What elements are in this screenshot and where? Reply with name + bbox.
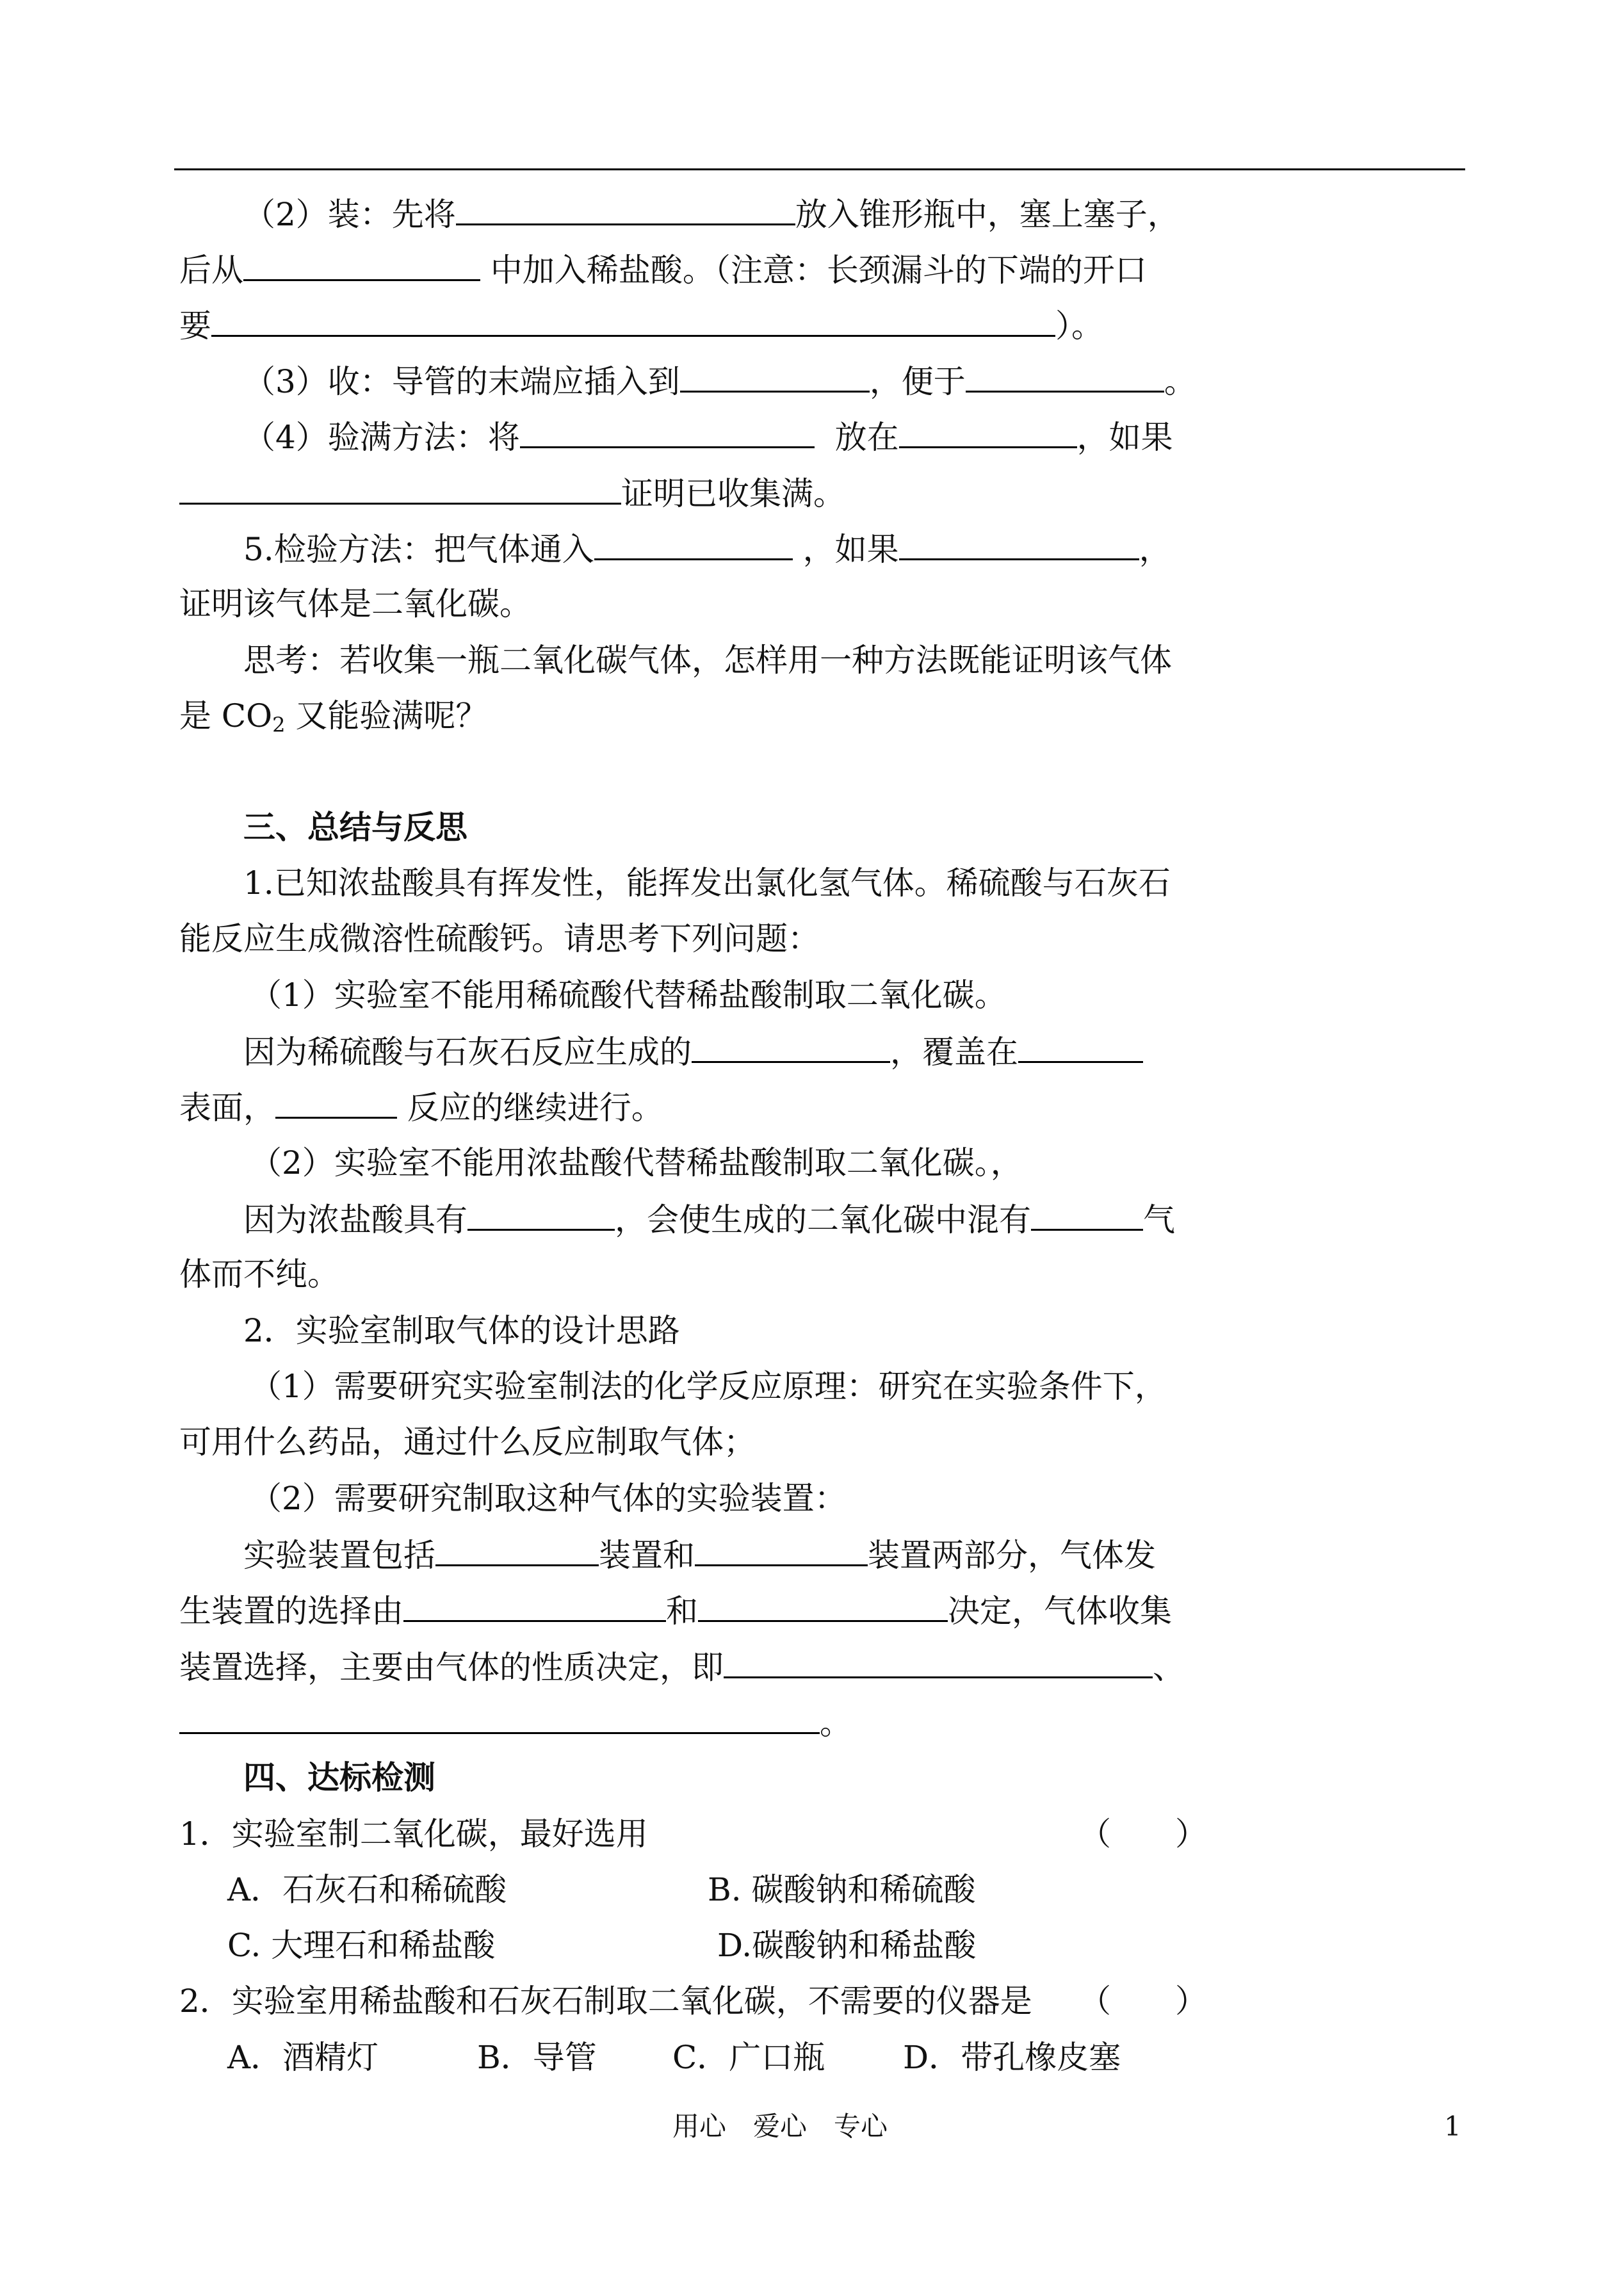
option-line <box>227 1926 495 1965</box>
text-fragment: 、 <box>1153 1649 1185 1686</box>
text-line <box>179 305 1103 345</box>
option-line <box>477 2038 597 2077</box>
answer-blank <box>403 1591 666 1622</box>
text-fragment: 气 <box>1143 1201 1175 1238</box>
text-fragment: 是 CO <box>179 697 273 734</box>
text-line <box>243 1032 1143 1071</box>
option-line <box>672 2038 825 2077</box>
text-fragment: 四、达标检测 <box>243 1758 435 1796</box>
answer-blank <box>179 1703 820 1734</box>
text-fragment: （1）需要研究实验室制法的化学反应原理：研究在实验条件下， <box>250 1368 1167 1405</box>
question-text: 1．实验室制二氧化碳，最好选用 <box>179 1815 648 1853</box>
text-fragment: 生装置的选择由 <box>179 1593 403 1630</box>
text-line <box>243 641 1172 679</box>
option-b: B. 碳酸钠和稀硫酸 <box>708 1871 976 1908</box>
text-fragment: 可用什么药品，通过什么反应制取气体； <box>179 1423 756 1461</box>
answer-blank <box>435 1535 599 1566</box>
answer-blank <box>1018 1032 1143 1063</box>
text-fragment: ，如果 <box>802 531 899 568</box>
answer-blank <box>594 529 793 560</box>
text-fragment: 体而不纯。 <box>179 1256 339 1293</box>
text-line <box>179 250 1147 289</box>
answer-blank <box>456 194 795 225</box>
text-line <box>250 1479 847 1518</box>
answer-blank <box>899 529 1139 560</box>
text-line <box>179 920 820 958</box>
text-fragment: ，便于 <box>869 363 966 400</box>
text-line <box>179 1703 852 1742</box>
text-fragment: 表面， <box>179 1089 275 1126</box>
text-line <box>243 864 1171 902</box>
text-fragment: （ ） <box>1079 1815 1207 1853</box>
text-fragment: 放入锥形瓶中，塞上塞子， <box>795 196 1180 233</box>
text-fragment: 2．实验室制取气体的设计思路 <box>243 1312 680 1349</box>
footer-slogan: 用心 爱心 专心 <box>672 2111 888 2142</box>
text-fragment: 因为浓盐酸具有 <box>243 1201 467 1238</box>
text-fragment: 证明已收集满。 <box>621 475 845 512</box>
text-line <box>179 585 532 623</box>
answer-blank <box>724 1647 1153 1678</box>
text-fragment: 能反应生成微溶性硫酸钙。请思考下列问题： <box>179 920 820 957</box>
question-text: 2．实验室用稀盐酸和石灰石制取二氧化碳，不需要的仪器是 <box>179 1983 1032 2020</box>
text-line <box>250 976 1007 1014</box>
text-fragment: （2）需要研究制取这种气体的实验装置： <box>250 1480 847 1517</box>
answer-blank <box>899 417 1077 448</box>
question-line <box>179 1815 648 1853</box>
text-line <box>250 1367 1167 1406</box>
option-line <box>227 1870 507 1909</box>
text-line <box>243 1311 680 1350</box>
text-fragment: 放在 <box>834 419 899 456</box>
option-b: B．导管 <box>477 2039 597 2076</box>
answer-blank <box>275 1087 397 1119</box>
text-fragment: 后从 <box>179 252 243 289</box>
answer-blank <box>692 1032 890 1063</box>
text-fragment: 要 <box>179 307 211 345</box>
answer-blank <box>243 250 480 281</box>
option-line <box>227 2038 378 2077</box>
text-fragment: （2）装 <box>243 196 360 233</box>
text-fragment: ，会使生成的二氧化碳中混有 <box>615 1201 1031 1238</box>
text-line <box>179 1087 663 1127</box>
answer-blank <box>966 361 1164 393</box>
answer-blank <box>680 361 870 393</box>
text-fragment: 装置选择，主要由气体的性质决定，即 <box>179 1649 724 1686</box>
answer-blank <box>1031 1199 1143 1231</box>
text-fragment: 又能验满呢？ <box>285 697 488 734</box>
text-line <box>243 361 1196 401</box>
option-line <box>717 1926 976 1965</box>
text-line <box>243 1535 1156 1575</box>
header-rule <box>174 168 1465 170</box>
answer-blank <box>698 1591 948 1622</box>
text-fragment: 。 <box>820 1705 852 1742</box>
text-fragment: 决定，气体收集 <box>948 1593 1172 1630</box>
text-fragment: （1）实验室不能用稀硫酸代替稀盐酸制取二氧化碳。 <box>250 977 1007 1014</box>
text-fragment: 三、总结与反思 <box>243 808 467 846</box>
question-line <box>179 1982 1032 2020</box>
option-line <box>708 1870 976 1909</box>
text-fragment: 5.检验方法：把气体通入 <box>243 531 594 568</box>
text-fragment: 因为稀硫酸与石灰石反应生成的 <box>243 1034 692 1071</box>
text-fragment: 和 <box>666 1593 698 1630</box>
text-line <box>243 417 1173 457</box>
option-d: D．带孔橡皮塞 <box>903 2039 1121 2076</box>
option-c: C．广口瓶 <box>672 2039 825 2076</box>
text-fragment: 1.已知浓盐酸具有挥发性，能挥发出氯化氢气体。稀硫酸与石灰石 <box>243 864 1171 902</box>
text-line <box>179 1423 756 1461</box>
answer-blank <box>467 1199 615 1231</box>
answer-blank <box>695 1535 868 1566</box>
text-line <box>179 1591 1172 1630</box>
text-fragment: ，如果 <box>1076 419 1173 456</box>
text-line <box>243 529 1171 569</box>
text-fragment: ）。 <box>1055 307 1103 345</box>
text-fragment: （4）验满方法：将 <box>243 419 520 456</box>
text-fragment: 装置和 <box>599 1537 695 1574</box>
text-fragment: 中加入稀盐酸。（注意：长颈漏斗的下端的开口 <box>490 252 1147 289</box>
text-fragment: （2）实验室不能用浓盐酸代替稀盐酸制取二氧化碳。， <box>250 1144 1023 1181</box>
text-fragment: 实验装置包括 <box>243 1537 435 1574</box>
option-c: C. 大理石和稀盐酸 <box>227 1927 496 1964</box>
text-line <box>179 1255 339 1293</box>
text-fragment: 。 <box>1164 363 1196 400</box>
answer-blank <box>179 473 621 505</box>
text-line <box>250 1144 1023 1182</box>
option-line <box>903 2038 1121 2077</box>
answer-bracket <box>1079 1982 1207 2020</box>
page-number: 1 <box>1444 2111 1461 2142</box>
section-heading <box>243 808 467 847</box>
text-line <box>243 1199 1175 1239</box>
text-fragment: （ ） <box>1079 1983 1207 2020</box>
answer-blank <box>211 305 1055 337</box>
text-line <box>179 473 845 513</box>
text-fragment: ， <box>1139 531 1171 568</box>
subscript: 2 <box>272 713 286 737</box>
answer-blank <box>520 417 815 448</box>
text-line <box>179 697 487 744</box>
section-heading <box>243 1758 435 1797</box>
text-fragment: 反应的继续进行。 <box>407 1089 663 1126</box>
text-fragment: 证明该气体是二氧化碳。 <box>179 585 532 622</box>
option-a: A．石灰石和稀硫酸 <box>227 1871 507 1908</box>
text-fragment: （3）收：导管的末端应插入到 <box>243 363 680 400</box>
text-fragment: ：先将 <box>359 196 456 233</box>
option-a: A．酒精灯 <box>227 2039 379 2076</box>
text-fragment: ，覆盖在 <box>890 1034 1018 1071</box>
answer-bracket <box>1079 1815 1207 1853</box>
text-line <box>179 1647 1185 1687</box>
text-line <box>243 194 1180 234</box>
text-fragment: 装置两部分，气体发 <box>868 1537 1156 1574</box>
text-fragment: 思考：若收集一瓶二氧化碳气体，怎样用一种方法既能证明该气体 <box>243 642 1172 679</box>
option-d: D.碳酸钠和稀盐酸 <box>717 1927 977 1964</box>
